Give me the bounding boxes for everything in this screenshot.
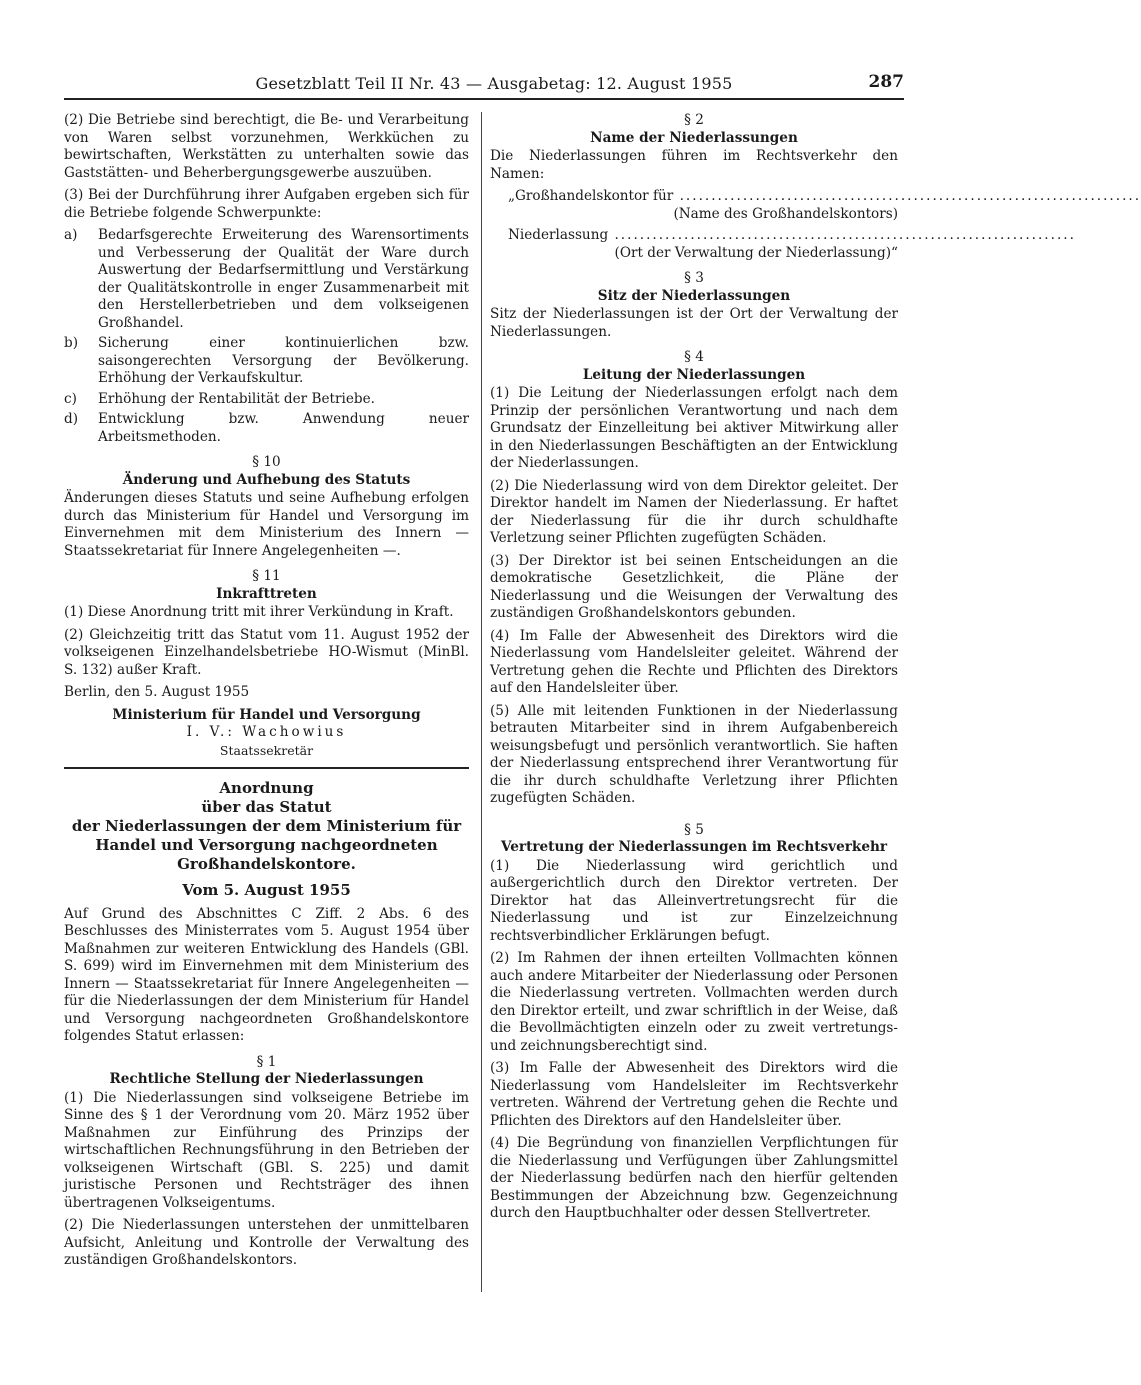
ministry-name: Ministerium für Handel und Versorgung — [112, 706, 421, 723]
list-item — [64, 411, 469, 446]
signer-title: Staatssekretär — [219, 742, 314, 758]
title-line: Großhandelskontore. — [177, 855, 356, 873]
column-divider — [481, 112, 482, 1292]
paragraph: (1) Die Leitung der Niederlassungen erfolgt nach dem Prinzip der persönlichen Verantwortung und nach dem Grundsatz der Einzelleitung bei aktiver Mitwirkung aller in den Niederlassungen Beschäftigten an der Entwicklung der Niederlassungen. — [490, 385, 898, 471]
name-template-line — [490, 188, 1141, 206]
list-text: Entwicklung bzw. Anwendung neuer Arbeitsmethoden. — [98, 411, 469, 445]
list-label: c) — [64, 390, 77, 407]
place-date: Berlin, den 5. August 1955 — [64, 684, 250, 700]
paragraph: (1) Die Niederlassungen sind volkseigene Betriebe im Sinne des § 1 der Verordnung vom 20. März 1952 über Maßnahmen zur Einführung des Prinzips der wirtschaftlichen Rechnungsführung in den Betrieben der volkseigenen Wirtschaft (GBl. S. 225) und damit juristische Personen und Rechtsträger des ihnen übertragenen Volkseigentums. — [64, 1089, 469, 1211]
list-text: Sicherung einer kontinuierlichen bzw. saisongerechten Versorgung der Bevölkerung. Erhöhung der Verkaufskultur. — [98, 335, 469, 386]
section-title: Inkrafttreten — [216, 585, 317, 602]
paragraph: (1) Die Niederlassung wird gerichtlich und außergerichtlich durch den Direktor vertreten. Der Direktor hat das Alleinvertretungsrecht für die Niederlassung und ist zur Einzelzeichnung rechtsverbindlicher Erklärungen befugt. — [490, 857, 898, 944]
separator-rule — [64, 767, 469, 769]
fill-dots: ......................................................................... — [673, 188, 1141, 204]
paragraph: (2) Die Niederlassung wird von dem Direktor geleitet. Der Direktor handelt im Namen der Niederlassung. Er haftet der Niederlassung für die ihr durch schuldhafte Verletzung seiner Pflichten zugefügten Schäden. — [490, 477, 898, 546]
title-line: Anordnung — [219, 779, 314, 797]
section-number: § 2 — [684, 112, 704, 128]
paragraph: (2) Gleichzeitig tritt das Statut vom 11. August 1952 der volkseigenen Einzelhandelsbetriebe HO-Wismut (MinBl. S. 132) außer Kraft. — [64, 626, 469, 678]
signer: I. V.: Wachowius — [186, 724, 347, 740]
page-number: 287 — [868, 72, 904, 92]
title-line: Handel und Versorgung nachgeordneten — [95, 836, 438, 854]
section-title: Vertretung der Niederlassungen im Rechtsverkehr — [500, 839, 888, 855]
paragraph: Sitz der Niederlassungen ist der Ort der Verwaltung der Niederlassungen. — [490, 306, 898, 340]
document-title — [64, 779, 469, 874]
left-column — [64, 112, 469, 1275]
section-title: Änderung und Aufhebung des Statuts — [122, 471, 411, 488]
page-header — [64, 70, 904, 100]
preamble: Auf Grund des Abschnittes C Ziff. 2 Abs. 6 des Beschlusses des Ministerrates vom 5. August 1954 über Maßnahmen zur weiteren Entwicklung des Handels (GBl. S. 699) wird im Einvernehmen mit dem Ministerium des Innern — Staatssekretariat für Innere Angelegenheiten — für die Niederlassungen der dem Ministerium für Handel und Versorgung nachgeordneten Großhandelskontore folgendes Statut erlassen: — [64, 905, 469, 1044]
paragraph: (3) Der Direktor ist bei seinen Entscheidungen an die demokratische Gesetzlichkeit, die Pläne der Niederlassung und die Weisungen der Verwaltung des zuständigen Großhandelskontors gebunden. — [490, 552, 898, 621]
section-number: § 1 — [256, 1053, 277, 1070]
list-text: Bedarfsgerechte Erweiterung des Warensortiments und Verbesserung der Qualität der Ware durch Auswertung der Bedarfsermittlung und Verstärkung der Qualitätskontrolle in enger Zusammenarbeit mit den Herstellerbetrieben und dem volkseigenen Großhandel. — [98, 227, 469, 331]
gazette-title: Gesetzblatt Teil II Nr. 43 — Ausgabetag: 12. August 1955 — [255, 74, 733, 93]
list-item — [64, 391, 469, 409]
name-template-line — [490, 227, 1076, 245]
paragraph: (2) Die Niederlassungen unterstehen der unmittelbaren Aufsicht, Anleitung und Kontrolle der Verwaltung des zuständigen Großhandelskontors. — [64, 1217, 469, 1268]
document-date: Vom 5. August 1955 — [182, 881, 351, 899]
section-title: Name der Niederlassungen — [590, 129, 798, 146]
right-column — [490, 112, 1141, 1228]
list-label: d) — [64, 411, 79, 427]
paragraph: (2) Im Rahmen der ihnen erteilten Vollmachten können auch andere Mitarbeiter der Niederlassung oder Personen die Niederlassung vertreten. Vollmachten werden durch den Direktor erteilt, und zwar schriftlich in der Weise, daß die Bevollmächtigten einzeln oder zu zweit vertretungs- und zeichnungsberechtigt sind. — [490, 950, 898, 1054]
list-item — [64, 227, 469, 332]
list-text: Erhöhung der Rentabilität der Betriebe. — [98, 390, 375, 407]
title-line: der Niederlassungen der dem Ministerium für — [71, 817, 462, 835]
section-title: Sitz der Niederlassungen — [597, 287, 791, 304]
paragraph: (1) Diese Anordnung tritt mit ihrer Verkündung in Kraft. — [64, 604, 454, 620]
list-item — [64, 335, 469, 388]
section-title: Rechtliche Stellung der Niederlassungen — [109, 1071, 424, 1087]
paragraph: (3) Bei der Durchführung ihrer Aufgaben ergeben sich für die Betriebe folgende Schwerpunkte: — [64, 187, 469, 221]
title-line: über das Statut — [201, 798, 332, 816]
template-note: (Ort der Verwaltung der Niederlassung)“ — [614, 244, 898, 261]
list-label: b) — [64, 335, 79, 351]
section-number: § 4 — [684, 349, 704, 365]
paragraph: (2) Die Betriebe sind berechtigt, die Be- und Verarbeitung von Waren selbst vorzunehmen, Werkküchen zu bewirtschaften, Werkstätten zu unterhalten sowie das Gaststätten- und Beherbergungsgewerbe auszuüben. — [64, 112, 469, 181]
paragraph: (5) Alle mit leitenden Funktionen in der Niederlassung betrauten Mitarbeiter sind in ihrem Aufgabenbereich weisungsbefugt und persönlich verantwortlich. Sie haften der Niederlassung entsprechend ihrer Verantwortung für die ihr durch schuldhafte Verletzung ihrer Pflichten zugefügten Schäden. — [490, 702, 898, 806]
template-note: (Name des Großhandelskontors) — [673, 205, 898, 222]
section-title: Leitung der Niederlassungen — [582, 366, 806, 383]
paragraph: Änderungen dieses Statuts und seine Aufhebung erfolgen durch das Ministerium für Handel und Versorgung im Einvernehmen mit dem Ministerium des Innern — Staatssekretariat für Innere Angelegenheiten —. — [64, 490, 469, 559]
list-label: a) — [64, 227, 78, 243]
paragraph: (4) Im Falle der Abwesenheit des Direktors wird die Niederlassung vom Handelsleiter geleitet. Während der Vertretung gehen die Rechte und Pflichten des Direktors auf den Handelsleiter über. — [490, 627, 898, 696]
template-label: Niederlassung — [508, 227, 609, 243]
paragraph: (3) Im Falle der Abwesenheit des Direktors wird die Niederlassung vom Handelsleiter im Rechtsverkehr vertreten. Während der Vertretung gehen die Rechte und Pflichten des Direktors auf den Handelsleiter über. — [490, 1060, 898, 1129]
section-number: § 5 — [684, 821, 704, 838]
section-number: § 3 — [684, 270, 704, 286]
template-label: „Großhandelskontor für — [508, 188, 674, 204]
paragraph: (4) Die Begründung von finanziellen Verpflichtungen für die Niederlassung und Verfügungen über Zahlungsmittel der Niederlassung bedürfen nach den hierfür geltenden Bestimmungen der Abzeichnung bzw. Gegenzeichnung durch den Hauptbuchhalter oder dessen Stellvertreter. — [490, 1135, 898, 1221]
fill-dots: ......................................................................... — [608, 227, 1076, 243]
section-number: § 10 — [252, 454, 281, 470]
paragraph: Die Niederlassungen führen im Rechtsverkehr den Namen: — [490, 148, 898, 182]
section-number: § 11 — [252, 568, 281, 584]
